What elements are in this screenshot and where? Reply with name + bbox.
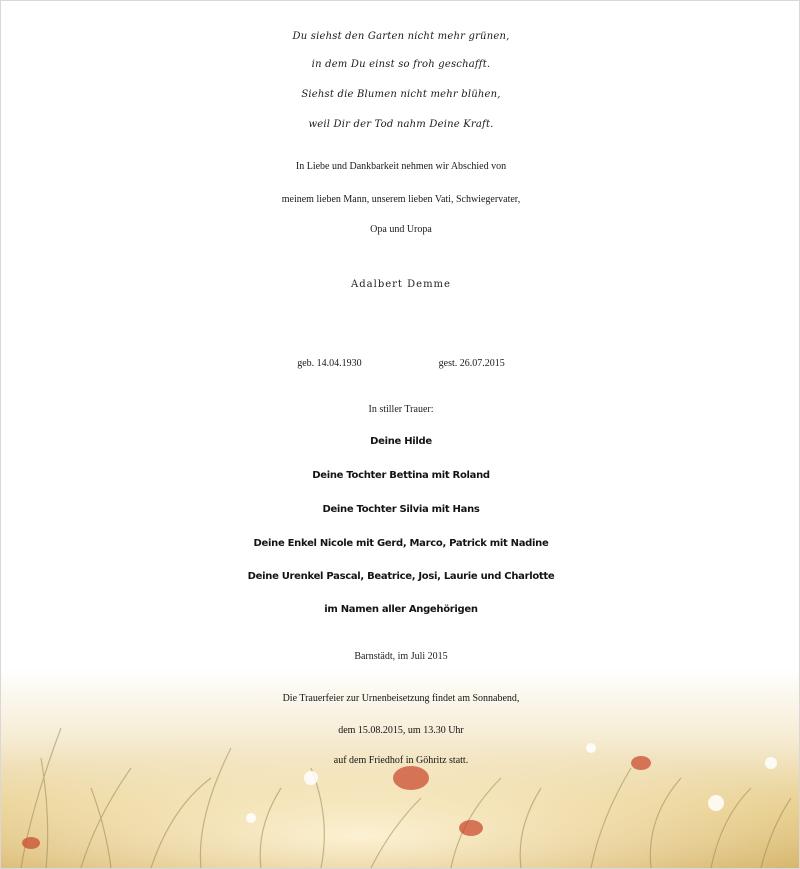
service-line: dem 15.08.2015, um 13.30 Uhr — [338, 725, 464, 736]
mourner-line: Deine Enkel Nicole mit Gerd, Marco, Patrick mit Nadine — [253, 538, 549, 549]
poem-line: weil Dir der Tod nahm Deine Kraft. — [308, 119, 494, 130]
deceased-name: Adalbert Demme — [351, 279, 451, 290]
place-date: Barnstädt, im Juli 2015 — [354, 651, 448, 662]
intro-line: In Liebe und Dankbarkeit nehmen wir Abschied von — [295, 161, 507, 172]
birth-date: geb. 14.04.1930 — [297, 358, 362, 369]
poem-line: in dem Du einst so froh geschafft. — [311, 59, 491, 70]
intro-line: Opa und Uropa — [370, 224, 432, 235]
intro-line: meinem lieben Mann, unserem lieben Vati, Schwiegervater, — [281, 194, 521, 205]
death-date: gest. 26.07.2015 — [438, 358, 505, 369]
poem-line: Du siehst den Garten nicht mehr grünen, — [292, 31, 510, 42]
poem-line: Siehst die Blumen nicht mehr blühen, — [301, 89, 501, 100]
service-line: auf dem Friedhof in Göhritz statt. — [333, 755, 469, 766]
mourner-line: im Namen aller Angehörigen — [324, 604, 478, 615]
mourner-line: Deine Tochter Silvia mit Hans — [322, 504, 480, 515]
service-line: Die Trauerfeier zur Urnenbeisetzung findet am Sonnabend, — [282, 693, 520, 704]
mourner-line: Deine Tochter Bettina mit Roland — [312, 470, 490, 481]
life-dates — [1, 358, 800, 369]
mourner-line: Deine Urenkel Pascal, Beatrice, Josi, Laurie und Charlotte — [247, 571, 555, 582]
mourner-line: Deine Hilde — [370, 436, 432, 447]
mourning-heading: In stiller Trauer: — [368, 404, 434, 415]
